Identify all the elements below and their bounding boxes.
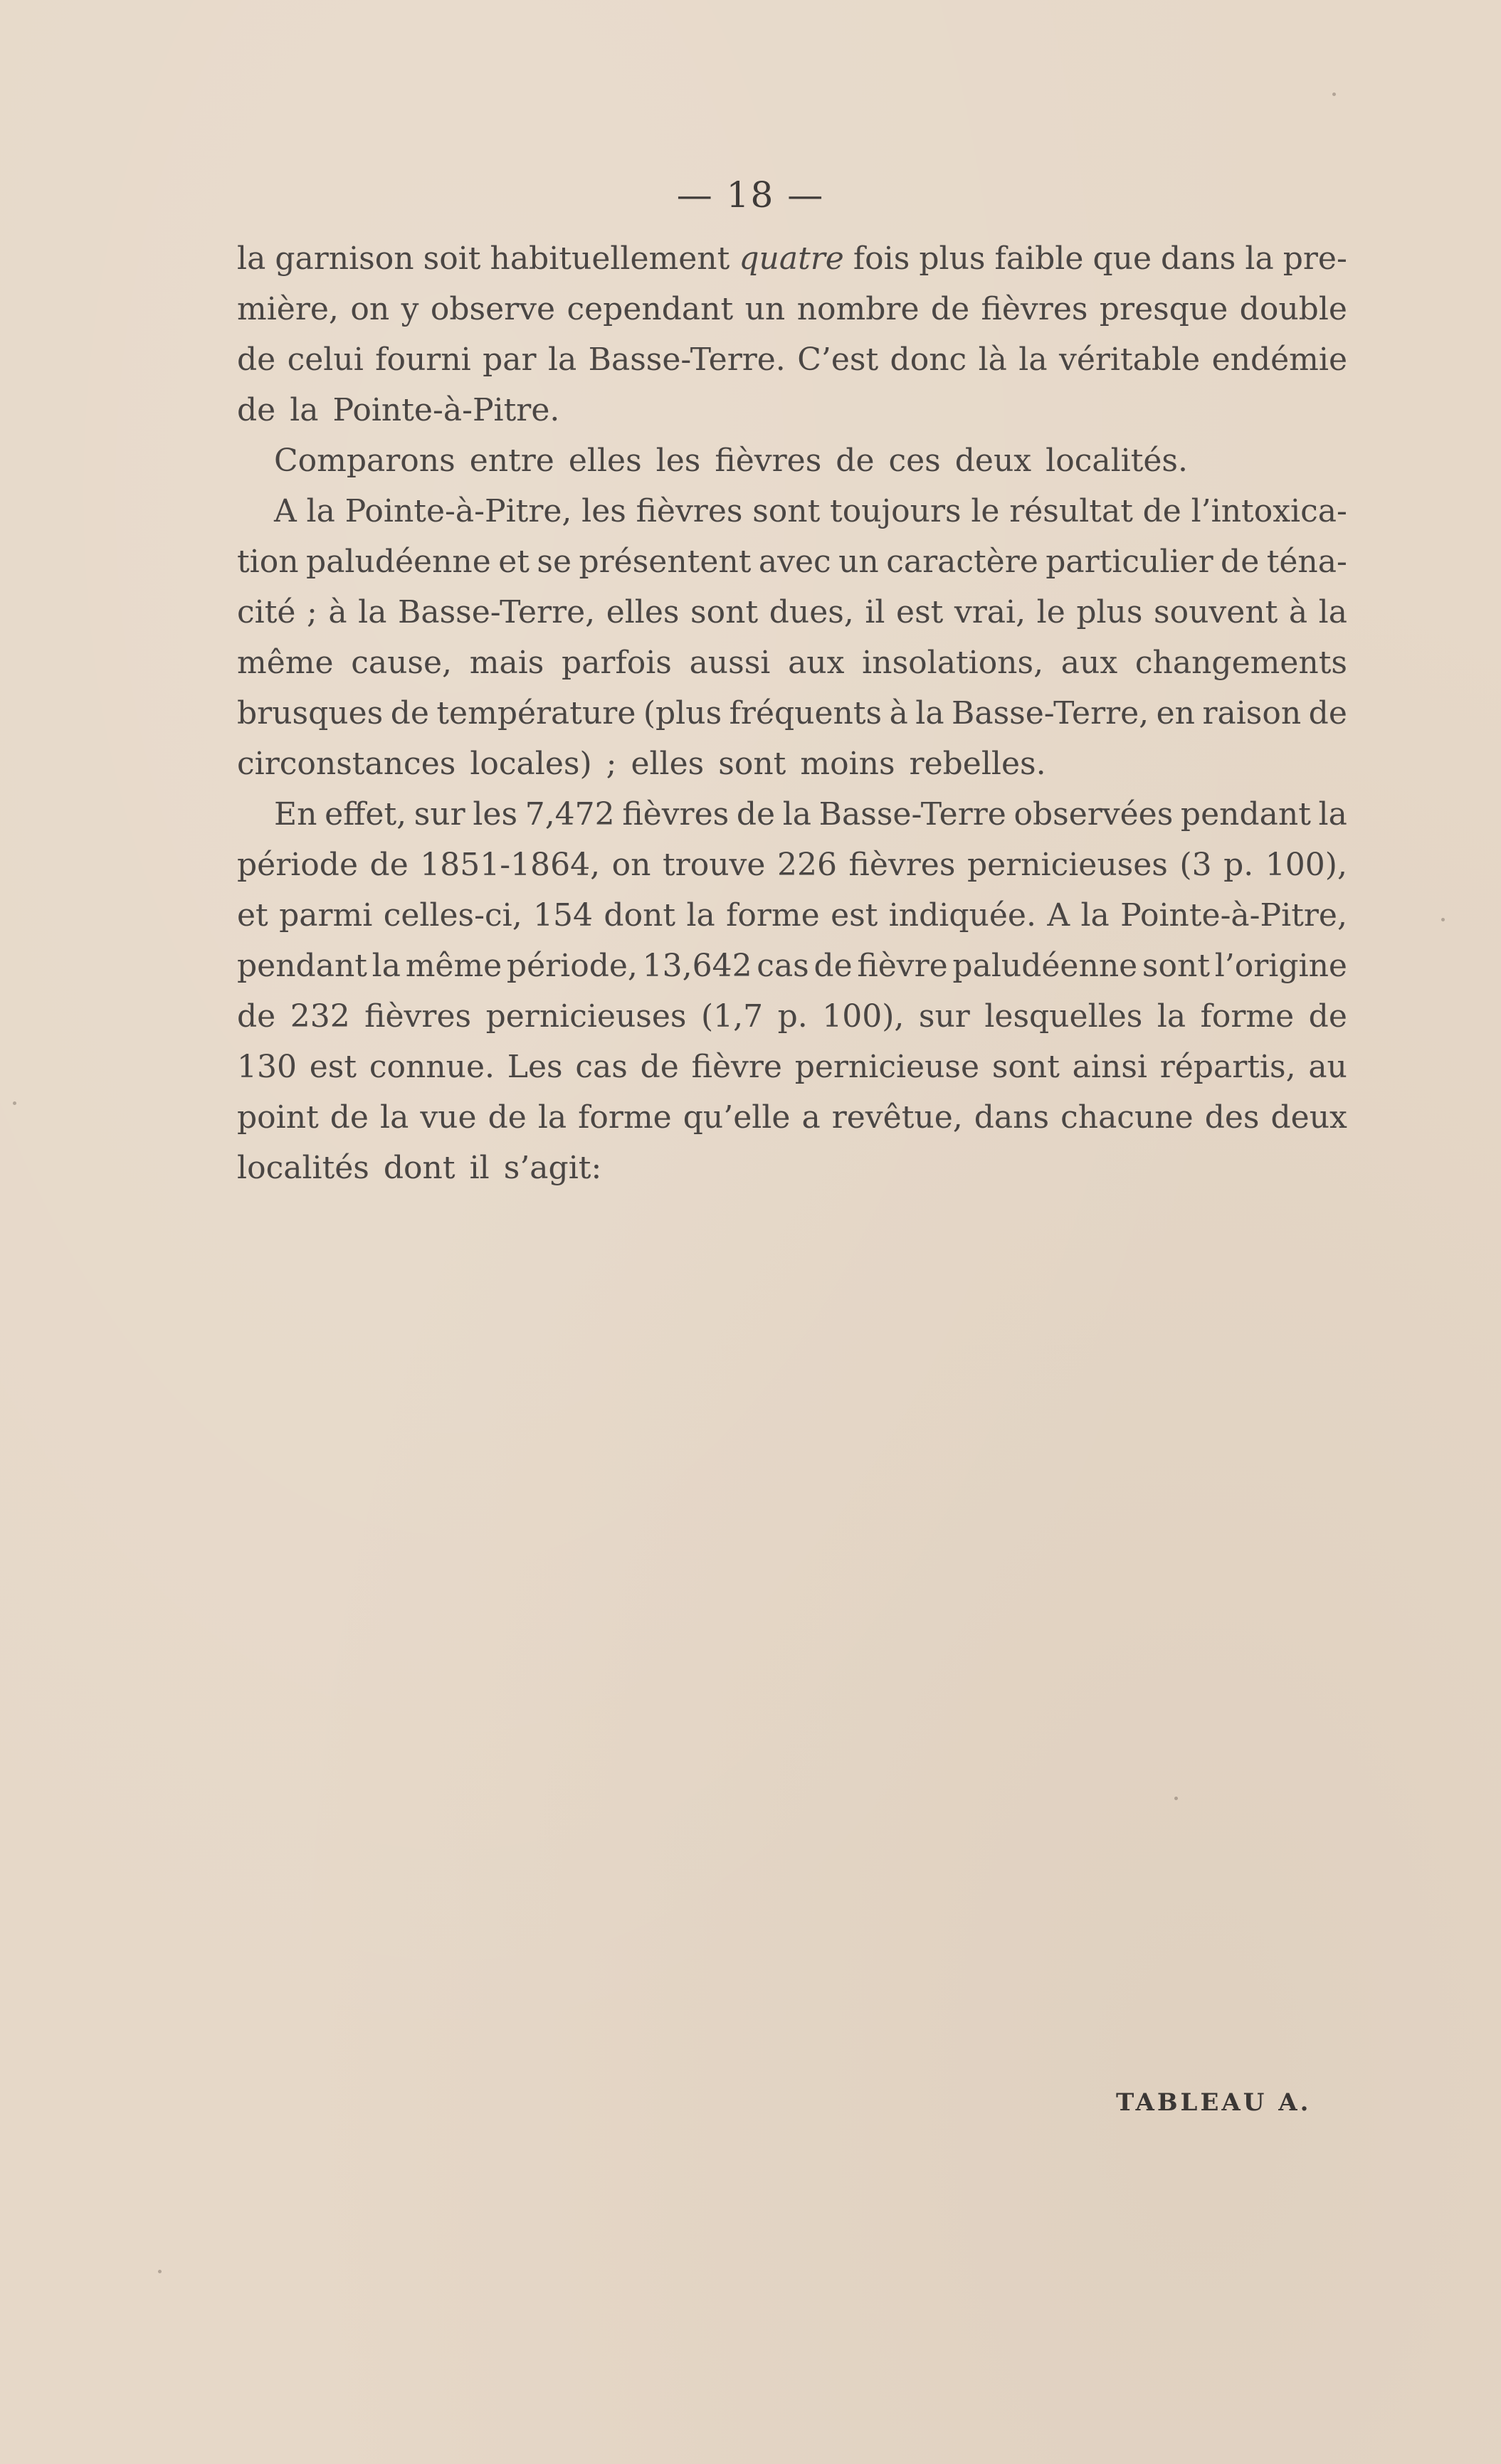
word: fièvres [715,443,822,479]
word: la [358,594,387,630]
word: 100), [1265,847,1347,883]
text-line [237,1092,1347,1143]
word: fièvres [981,291,1088,327]
text-line [237,890,1347,941]
word: sont [690,594,759,630]
word: cas [757,948,809,984]
word: sont [752,493,821,529]
word: fièvres [848,847,956,883]
word: fièvres [636,493,743,529]
word: de [488,1099,527,1136]
word: Les [507,1049,563,1085]
word: habituellement [490,240,730,277]
word: Basse-Terre, [952,695,1149,731]
text-line [237,991,1347,1042]
word: dans [974,1099,1050,1136]
word: aux [1060,645,1118,681]
word: dues, [769,594,854,630]
word: elles [631,746,705,782]
word: l’intoxica- [1191,493,1347,529]
word: paludéenne [306,544,491,580]
word: sur [918,998,970,1035]
word: p. [777,998,808,1035]
text-line [237,638,1347,688]
word: celles-ci, [383,897,522,934]
word: de [1308,695,1347,731]
word: au [1308,1049,1347,1085]
word: pendant [237,948,367,984]
word: présentent [579,544,752,580]
word: entre [469,443,554,479]
word: mais [469,645,544,681]
word: de [930,291,970,327]
word: cas [575,1049,628,1085]
word: la [1157,998,1186,1035]
word: soit [423,240,481,277]
word: Comparons [274,443,455,479]
word: insolations, [862,645,1044,681]
word: répartis, [1159,1049,1296,1085]
word: par [483,342,537,378]
word: un [744,291,786,327]
word: brusques [237,695,384,731]
body-text [237,233,1347,1193]
word: plus [919,240,986,277]
word: deux [954,443,1032,479]
word: la [686,897,715,934]
word: p. [1223,847,1254,883]
word: cependant [567,291,734,327]
word: sont [991,1049,1060,1085]
word: les [473,796,518,832]
word: (3 [1179,847,1212,883]
word: double [1239,291,1347,327]
word: de [237,342,276,378]
word: 1851-1864, [420,847,601,883]
word: période, [506,948,638,984]
word: circonstances [237,746,456,782]
text-line [237,1042,1347,1092]
word: la [547,342,577,378]
word: En [274,796,317,832]
word: lesquelles [984,998,1143,1035]
word: elles [606,594,680,630]
word: même [405,948,502,984]
word: la [372,948,401,984]
paper-speck [1174,1797,1178,1800]
word: sont [718,746,786,782]
word: parmi [279,897,373,934]
word: changements [1134,645,1347,681]
word: la [290,392,319,428]
word: de [237,998,276,1035]
word: la [1018,342,1048,378]
text-line [237,688,1347,739]
word: 232 [290,998,350,1035]
word: fièvre [691,1049,782,1085]
word: presque [1099,291,1228,327]
word: à [328,594,347,630]
word: tion [237,544,299,580]
word: avec [758,544,831,580]
word: localités. [1046,443,1188,479]
word: a [801,1099,821,1136]
word: revêtue, [831,1099,963,1136]
word: même [237,645,334,681]
word: et [237,897,268,934]
paper-speck [158,2270,162,2273]
word: sont [1142,948,1210,984]
word: Pointe-à-Pitre. [332,392,560,428]
word: il [865,594,885,630]
word: Basse-Terre [818,796,1006,832]
word: indiquée. [888,897,1036,934]
word: est [831,897,878,934]
word: particulier [1046,544,1213,580]
word: Pointe-à-Pitre, [1120,897,1347,934]
word: ; [306,594,317,630]
word: garnison [275,240,414,277]
word: de [1308,998,1347,1035]
word: y [401,291,419,327]
word: à [1288,594,1308,630]
word: paludéenne [952,948,1138,984]
word: s’agit: [503,1150,602,1186]
word: endémie [1211,342,1347,378]
word: le [1036,594,1065,630]
word: aussi [689,645,771,681]
word: qu’elle [683,1099,791,1136]
word: de [836,443,875,479]
word: cité [237,594,296,630]
word: de [330,1099,369,1136]
word: forme [578,1099,672,1136]
word: de [813,948,853,984]
word: 130 [237,1049,297,1085]
word: période [237,847,359,883]
word: fois [853,240,910,277]
word: A [1047,897,1070,934]
word: la [306,493,335,529]
word: fréquents [729,695,883,731]
word: deux [1270,1099,1347,1136]
word: la [1318,594,1347,630]
word: de [640,1049,679,1085]
word: et [498,544,530,580]
word: forme [726,897,820,934]
word: la [1245,240,1274,277]
word: rebelles. [909,746,1046,782]
word: ainsi [1072,1049,1147,1085]
word: cause, [351,645,453,681]
word: à [889,695,908,731]
word: vrai, [954,594,1026,630]
word: fourni [375,342,471,378]
word: la [237,240,266,277]
word: A [274,493,297,529]
word: dont [604,897,676,934]
word: quatre [739,240,844,277]
word: de [237,392,276,428]
word: celui [287,342,364,378]
word: de [1142,493,1181,529]
word: on [611,847,651,883]
word: parfois [562,645,672,681]
word: pre- [1283,240,1347,277]
text-line [237,284,1347,334]
word: observées [1013,796,1174,832]
text-line [237,739,1347,789]
word: effet, [325,796,407,832]
word: est [896,594,944,630]
word: un [838,544,879,580]
word: trouve [663,847,766,883]
word: forme [1200,998,1295,1035]
word: ces [888,443,941,479]
word: la [1318,796,1347,832]
word: il [469,1150,490,1186]
word: elles [568,443,642,479]
word: là [978,342,1007,378]
word: la [380,1099,409,1136]
paper-speck [1441,918,1445,921]
word: fièvres [622,796,730,832]
word: de [369,847,409,883]
word: faible [994,240,1084,277]
page-number: — 18 — [676,174,825,216]
paper-speck [13,1101,16,1105]
word: pendant [1180,796,1311,832]
word: les [581,493,626,529]
text-line [237,233,1347,284]
word: souvent [1154,594,1278,630]
word: connue. [369,1049,495,1085]
word: pernicieuse [794,1049,980,1085]
word: l’origine [1214,948,1347,984]
word: des [1204,1099,1260,1136]
table-caption: TABLEAU A. [1116,2088,1312,2117]
word: dont [383,1150,455,1186]
word: 13,642 [642,948,752,984]
word: locales) [470,746,592,782]
word: observe [430,291,556,327]
word: de [390,695,429,731]
word: 7,472 [525,796,615,832]
word: téna- [1266,544,1347,580]
word: raison [1202,695,1302,731]
word: la [782,796,812,832]
word: de [736,796,776,832]
text-line [237,536,1347,587]
paper-speck [1332,92,1336,96]
word: est [309,1049,357,1085]
word: caractère [886,544,1038,580]
word: que [1092,240,1152,277]
text-line [237,435,1347,486]
word: vue [420,1099,477,1136]
word: 226 [776,847,837,883]
word: (1,7 [701,998,764,1035]
word: le [971,493,1000,529]
text-line [237,789,1347,840]
word: 100), [822,998,905,1035]
word: aux [788,645,845,681]
text-line [237,840,1347,890]
word: nombre [796,291,920,327]
word: véritable [1058,342,1201,378]
word: dans [1161,240,1236,277]
word: pernicieuses [967,847,1168,883]
text-line [237,385,1347,435]
text-line [237,1143,1347,1193]
word: en [1156,695,1196,731]
word: localités [237,1150,369,1186]
word: Basse-Terre. [588,342,786,378]
word: résultat [1009,493,1133,529]
word: sur [414,796,465,832]
word: toujours [830,493,962,529]
text-line [237,587,1347,638]
word: Pointe-à-Pitre, [344,493,572,529]
word: moins [800,746,895,782]
word: Basse-Terre, [398,594,596,630]
word: ; [606,746,617,782]
word: la [915,695,944,731]
word: C’est [797,342,879,378]
word: on [350,291,390,327]
word: mière, [237,291,339,327]
word: chacune [1060,1099,1194,1136]
text-line [237,334,1347,385]
word: se [537,544,572,580]
word: donc [890,342,967,378]
word: la [1080,897,1110,934]
word: (plus [643,695,722,731]
word: les [655,443,701,479]
word: température [436,695,636,731]
word: 154 [533,897,594,934]
word: fièvres [364,998,472,1035]
word: plus [1076,594,1143,630]
text-line [237,941,1347,991]
word: de [1221,544,1260,580]
text-line [237,486,1347,536]
word: la [537,1099,567,1136]
word: pernicieuses [485,998,687,1035]
word: fièvre [857,948,948,984]
word: point [237,1099,319,1136]
